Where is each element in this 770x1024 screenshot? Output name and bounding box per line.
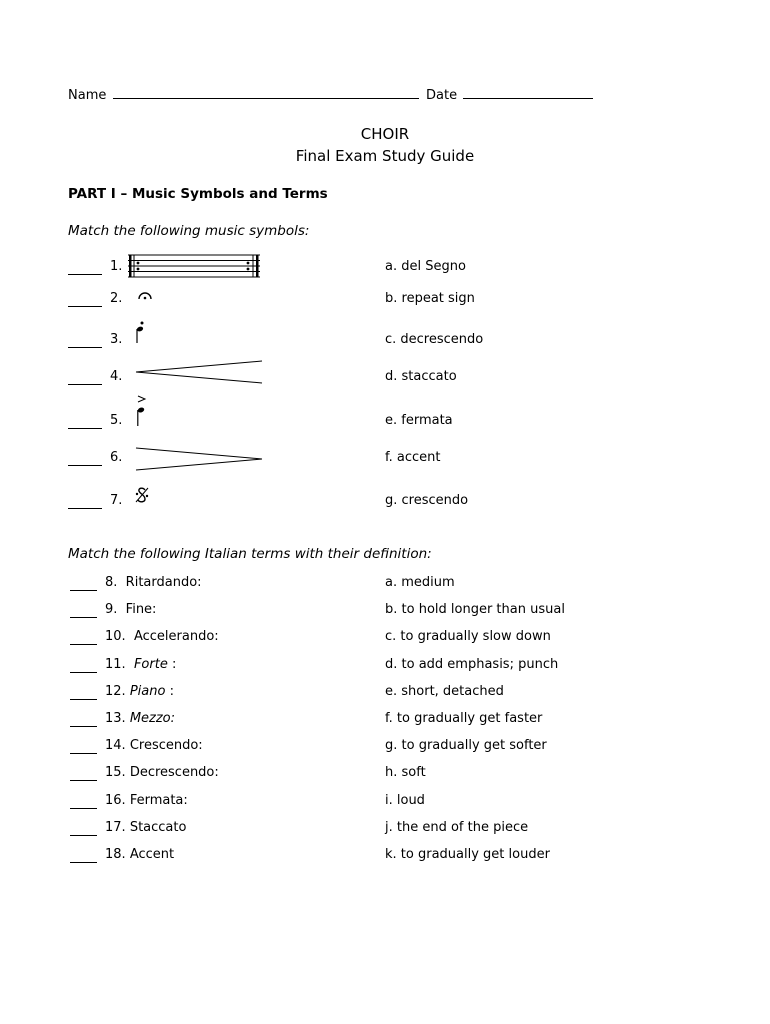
definition-option: a. medium	[385, 575, 455, 590]
accent-note-icon	[134, 394, 152, 428]
term-label	[105, 793, 188, 808]
question-number: 8.	[105, 575, 126, 590]
answer-blank[interactable]	[68, 273, 102, 275]
italian-term: Mezzo:	[129, 711, 176, 726]
question-number: 4.	[110, 369, 123, 384]
italian-term: Piano	[129, 683, 166, 699]
repeat-sign-icon	[128, 253, 260, 281]
definition-option: h. soft	[385, 765, 426, 781]
answer-option: f. accent	[385, 450, 441, 465]
answer-option: g. crescendo	[385, 493, 469, 508]
question-number: 18.	[105, 847, 130, 862]
term-label	[105, 820, 186, 835]
answer-option: d. staccato	[385, 369, 457, 384]
term-colon: :	[167, 656, 177, 672]
answer-blank[interactable]	[68, 507, 102, 509]
question-number: 15.	[105, 765, 130, 781]
answer-option: c. decrescendo	[385, 332, 484, 347]
page-subtitle: Final Exam Study Guide	[295, 147, 475, 165]
italian-term: Crescendo:	[129, 738, 203, 754]
crescendo-hairpin-icon	[134, 359, 264, 385]
answer-blank[interactable]	[68, 305, 102, 307]
name-field[interactable]	[68, 88, 419, 103]
question-number: 9.	[105, 602, 126, 618]
date-blank[interactable]	[463, 97, 593, 99]
definition-option: g. to gradually get softer	[385, 738, 547, 754]
italian-term: Fine:	[125, 602, 157, 618]
answer-blank[interactable]	[70, 616, 97, 618]
term-colon: :	[165, 683, 174, 699]
question-number: 10.	[105, 629, 134, 645]
answer-blank[interactable]	[70, 807, 97, 809]
term-label	[105, 847, 174, 862]
answer-blank[interactable]	[68, 383, 102, 385]
date-field[interactable]	[426, 88, 593, 103]
name-label: Name	[68, 88, 107, 103]
question-number: 5.	[110, 413, 123, 428]
question-number: 17.	[105, 819, 130, 835]
definition-option: e. short, detached	[385, 683, 504, 699]
date-label: Date	[426, 88, 458, 103]
question-number: 16.	[105, 792, 130, 808]
question-number: 11.	[105, 656, 134, 672]
answer-blank[interactable]	[70, 643, 97, 645]
question-number: 6.	[110, 450, 123, 465]
decrescendo-hairpin-icon	[134, 446, 264, 472]
term-label	[105, 657, 176, 672]
answer-blank[interactable]	[68, 346, 102, 348]
question-number: 1.	[110, 259, 123, 274]
page-title: CHOIR	[360, 125, 410, 143]
name-blank[interactable]	[113, 97, 419, 99]
answer-blank[interactable]	[70, 698, 97, 700]
terms-instruction: Match the following Italian terms with their definition:	[68, 546, 432, 562]
italian-term: Fermata:	[129, 792, 188, 808]
answer-blank[interactable]	[70, 671, 97, 673]
italian-term: Decrescendo:	[129, 765, 219, 781]
answer-blank[interactable]	[70, 834, 97, 836]
question-number: 3.	[110, 332, 123, 347]
term-label	[105, 629, 219, 644]
definition-option: i. loud	[385, 792, 425, 808]
question-number: 14.	[105, 738, 130, 754]
answer-blank[interactable]	[68, 427, 102, 429]
question-number: 13.	[105, 711, 130, 726]
term-label	[105, 602, 156, 617]
symbols-instruction: Match the following music symbols:	[68, 223, 310, 239]
answer-blank[interactable]	[68, 464, 102, 466]
definition-option: k. to gradually get louder	[385, 847, 550, 862]
staccato-note-icon	[134, 319, 150, 345]
fermata-icon	[137, 290, 153, 302]
italian-term: Accent	[129, 847, 175, 862]
term-label	[105, 684, 174, 699]
italian-term: Accelerando:	[133, 629, 219, 645]
definition-option: d. to add emphasis; punch	[385, 656, 559, 672]
term-label	[105, 738, 203, 753]
answer-blank[interactable]	[70, 861, 97, 863]
answer-option: b. repeat sign	[385, 291, 475, 306]
italian-term: Forte	[133, 656, 168, 672]
question-number: 7.	[110, 493, 123, 508]
answer-blank[interactable]	[70, 589, 97, 591]
definition-option: c. to gradually slow down	[385, 629, 551, 645]
part1-heading: PART I – Music Symbols and Terms	[68, 186, 328, 202]
answer-blank[interactable]	[70, 725, 97, 727]
answer-blank[interactable]	[70, 779, 97, 781]
term-label	[105, 575, 202, 590]
answer-option: a. del Segno	[385, 259, 466, 274]
answer-blank[interactable]	[70, 752, 97, 754]
answer-option: e. fermata	[385, 413, 453, 428]
italian-term: Staccato	[129, 819, 187, 835]
segno-icon	[134, 486, 150, 504]
italian-term: Ritardando:	[125, 575, 202, 590]
definition-option: j. the end of the piece	[385, 819, 529, 835]
term-label	[105, 765, 219, 780]
question-number: 2.	[110, 291, 123, 306]
term-label	[105, 711, 175, 726]
question-number: 12.	[105, 683, 130, 699]
definition-option: b. to hold longer than usual	[385, 602, 565, 618]
definition-option: f. to gradually get faster	[385, 711, 543, 726]
